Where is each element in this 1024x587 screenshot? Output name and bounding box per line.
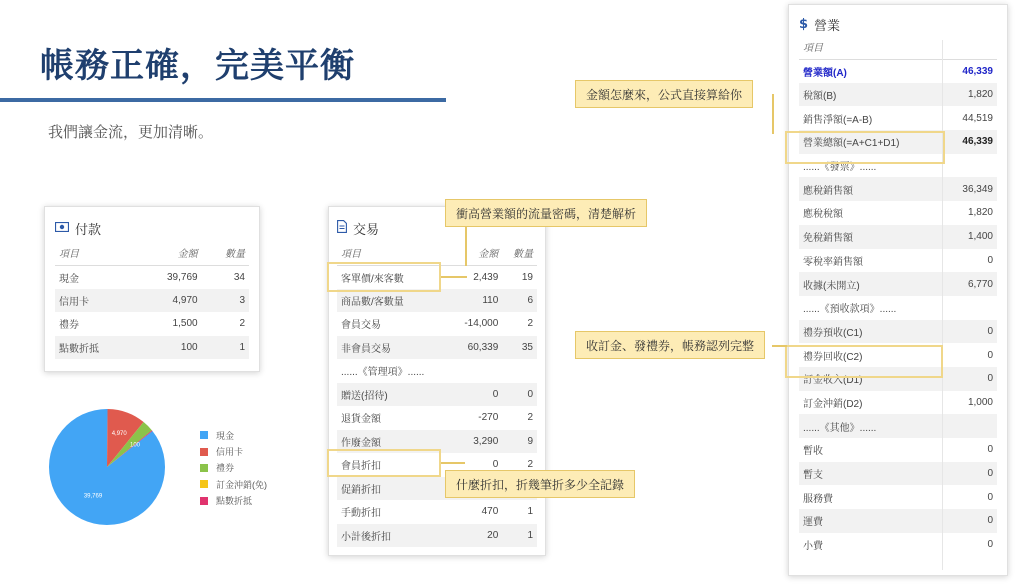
legend-label: 點數折抵 [216, 496, 253, 507]
table-row [337, 383, 537, 407]
row-item-name: 商品數/客數量 [337, 289, 450, 313]
row-item-name: 小費 [803, 541, 823, 553]
row-value: 1,000 [967, 396, 993, 408]
sales-table [799, 35, 997, 556]
transaction-panel [328, 206, 546, 556]
row-value: 1,820 [967, 207, 993, 219]
row-value: 46,339 [944, 130, 997, 154]
row-amount: -270 [478, 412, 499, 424]
row-item-name: 訂金沖銷(D2) [803, 398, 863, 410]
table-row [799, 106, 997, 130]
row-item-name: 應稅稅額 [803, 209, 843, 221]
row-value: 44,519 [962, 112, 993, 124]
callout-formula: 金額怎麼來，公式直接算給你 [575, 80, 753, 108]
col-header-amount: 金額 [450, 241, 502, 265]
row-qty: 2 [239, 318, 245, 330]
pie-legend [200, 427, 267, 509]
row-item-name: 稅額(B) [799, 83, 944, 107]
col-header-item: 項目 [337, 241, 450, 265]
row-item-name: 暫收 [803, 446, 823, 458]
legend-label: 現金 [216, 430, 235, 441]
col-header-qty: 數量 [502, 241, 537, 265]
row-item-name: 客單價/來客數 [341, 273, 404, 285]
sales-column-divider [942, 40, 943, 570]
payment-table [55, 241, 249, 359]
row-qty: 2 [527, 412, 533, 424]
page-title: 帳務正確，完美平衡 [40, 46, 355, 86]
row-item-name: 禮券回收(C2) [803, 351, 863, 363]
row-item-name: 禮券 [59, 320, 79, 332]
highlight-avg-ticket [327, 262, 441, 292]
row-qty: 34 [233, 271, 245, 283]
connector-deposit [772, 345, 787, 347]
legend-item [200, 493, 267, 509]
table-row [799, 391, 997, 415]
row-value: 1,400 [944, 225, 997, 249]
table-row [337, 406, 537, 430]
row-amount: 4,970 [136, 289, 201, 313]
payment-panel-header [55, 215, 249, 241]
row-value: 0 [987, 491, 993, 503]
table-row [799, 485, 997, 509]
payment-pie-chart [48, 408, 166, 526]
row-amount: 3,290 [450, 430, 502, 454]
row-value: 0 [944, 509, 997, 533]
row-item-name: 應稅銷售額 [799, 177, 944, 201]
connector-formula [772, 94, 774, 134]
col-header-qty: 數量 [202, 241, 249, 265]
legend-swatch [200, 480, 208, 488]
transaction-panel-title: 交易 [353, 222, 380, 238]
highlight-coupon-return [785, 345, 943, 378]
highlight-member-discount [327, 449, 441, 477]
row-qty: 1 [527, 506, 533, 518]
row-amount: -14,000 [464, 318, 499, 330]
row-item-name: 暫支 [799, 462, 944, 486]
cash-icon [55, 221, 69, 235]
row-value: 0 [987, 539, 993, 551]
table-row [799, 462, 997, 486]
row-amount: 1,500 [172, 318, 198, 330]
row-item-name: 贈送(招待) [337, 383, 450, 407]
row-qty: 2 [527, 318, 533, 330]
row-item-name: 運費 [799, 509, 944, 533]
row-qty: 19 [521, 271, 533, 283]
table-row [799, 533, 997, 557]
legend-item [200, 460, 267, 476]
col-header-item: 項目 [799, 35, 944, 59]
row-item-name: 禮券預收(C1) [799, 320, 944, 344]
pie-data-label: 39,769 [83, 493, 103, 500]
table-row [799, 249, 997, 273]
row-value: 0 [987, 254, 993, 266]
row-value [944, 154, 997, 178]
row-item-name: 小計後折扣 [337, 524, 450, 548]
row-amount: 60,339 [450, 336, 502, 360]
legend-item [200, 476, 267, 492]
callout-discount: 什麼折扣，折幾筆折多少全記錄 [445, 470, 635, 498]
row-amount: 20 [450, 524, 502, 548]
row-value: 0 [944, 462, 997, 486]
table-row [337, 500, 537, 524]
table-row [337, 312, 537, 336]
row-amount: 100 [136, 336, 201, 360]
row-item-name: 非會員交易 [337, 336, 450, 360]
row-value: 0 [987, 349, 993, 361]
pie-data-label: 4,970 [111, 431, 127, 438]
row-item-name: 作廢金額 [337, 430, 450, 454]
row-amount: 470 [481, 506, 499, 518]
row-value: 0 [944, 320, 997, 344]
row-qty: 2 [527, 459, 533, 471]
table-row [337, 359, 537, 383]
legend-label: 禮券 [216, 463, 235, 474]
row-item-name: 信用卡 [55, 289, 136, 313]
table-row [799, 83, 997, 107]
table-row [799, 201, 997, 225]
table-row [55, 265, 249, 289]
row-item-name: ......《預收款項》...... [803, 304, 897, 316]
row-qty: 0 [502, 383, 537, 407]
row-qty: 1 [502, 524, 537, 548]
row-qty: 3 [202, 289, 249, 313]
sales-panel-title: 營業 [814, 18, 841, 34]
row-item-name: ......《發票》...... [803, 162, 877, 174]
row-item-name: 退貨金額 [341, 414, 381, 426]
table-row [799, 320, 997, 344]
legend-swatch [200, 464, 208, 472]
row-amount: 110 [450, 289, 502, 313]
row-amount [450, 359, 502, 383]
highlight-gross-total [785, 131, 945, 164]
row-item-name: 點數折抵 [55, 336, 136, 360]
connector-flow [465, 226, 467, 266]
row-value: 36,349 [944, 177, 997, 201]
row-amount: 39,769 [166, 271, 198, 283]
payment-panel [44, 206, 260, 372]
sales-panel [788, 4, 1008, 576]
legend-swatch [200, 497, 208, 505]
pie-data-label: 100 [130, 442, 141, 449]
row-item-name: 會員交易 [341, 320, 381, 332]
legend-swatch [200, 431, 208, 439]
table-row [337, 289, 537, 313]
row-item-name: 收據(未開立) [799, 272, 944, 296]
col-header-item: 項目 [55, 241, 136, 265]
col-header-amount: 金額 [136, 241, 201, 265]
table-row [55, 336, 249, 360]
legend-item [200, 443, 267, 459]
row-item-name: 銷售淨額(=A-B) [803, 114, 873, 126]
dollar-icon: $ [799, 16, 809, 32]
row-item-name: 手動折扣 [341, 508, 381, 520]
row-item-name: 會員折扣 [341, 461, 381, 473]
connector-discount [441, 462, 465, 464]
callout-deposit: 收訂金、發禮券，帳務認列完整 [575, 331, 765, 359]
row-item-name: 服務費 [803, 493, 833, 505]
table-row [799, 59, 997, 83]
row-value: 46,339 [962, 65, 993, 77]
row-item-name: 訂金收入(D1) [799, 367, 944, 391]
row-value: 0 [987, 444, 993, 456]
table-row [799, 177, 997, 201]
table-row [337, 524, 537, 548]
row-qty: 35 [502, 336, 537, 360]
legend-swatch [200, 448, 208, 456]
row-item-name: 營業額(A) [803, 67, 847, 79]
table-row [799, 509, 997, 533]
table-row [799, 225, 997, 249]
row-item-name: 免稅銷售額 [799, 225, 944, 249]
page-subtitle: 我們讓金流，更加清晰。 [48, 123, 214, 141]
connector-flow-h [441, 276, 467, 278]
row-item-name: 營業總額(=A+C1+D1) [799, 130, 944, 154]
row-amount: 0 [492, 459, 499, 471]
callout-flow: 衝高營業額的流量密碼，清楚解析 [445, 199, 647, 227]
row-item-name: 促銷折扣 [337, 477, 450, 501]
row-value [944, 296, 997, 320]
row-amount: 0 [450, 383, 502, 407]
row-qty [502, 359, 537, 383]
legend-item [200, 427, 267, 443]
row-value: 0 [944, 367, 997, 391]
document-icon [337, 220, 347, 236]
row-qty: 1 [202, 336, 249, 360]
table-row [799, 414, 997, 438]
row-value [944, 414, 997, 438]
row-item-name: ......《管理項》...... [341, 367, 425, 379]
row-value: 1,820 [944, 83, 997, 107]
row-amount: 2,439 [473, 271, 499, 283]
legend-label: 信用卡 [216, 447, 244, 458]
row-qty: 6 [502, 289, 537, 313]
sales-panel-header [799, 13, 997, 35]
payment-panel-title: 付款 [75, 222, 102, 238]
row-item-name: 現金 [59, 273, 79, 285]
row-qty: 9 [502, 430, 537, 454]
table-row [799, 438, 997, 462]
table-row [337, 336, 537, 360]
table-row [55, 289, 249, 313]
title-underline [0, 98, 446, 102]
row-item-name: 零稅率銷售額 [803, 256, 863, 268]
row-item-name: ......《其他》...... [799, 414, 944, 438]
legend-label: 訂金沖銷(免) [216, 479, 267, 490]
table-row [799, 272, 997, 296]
col-header-value [944, 35, 997, 59]
table-row [799, 296, 997, 320]
table-row [55, 312, 249, 336]
row-value: 6,770 [944, 272, 997, 296]
